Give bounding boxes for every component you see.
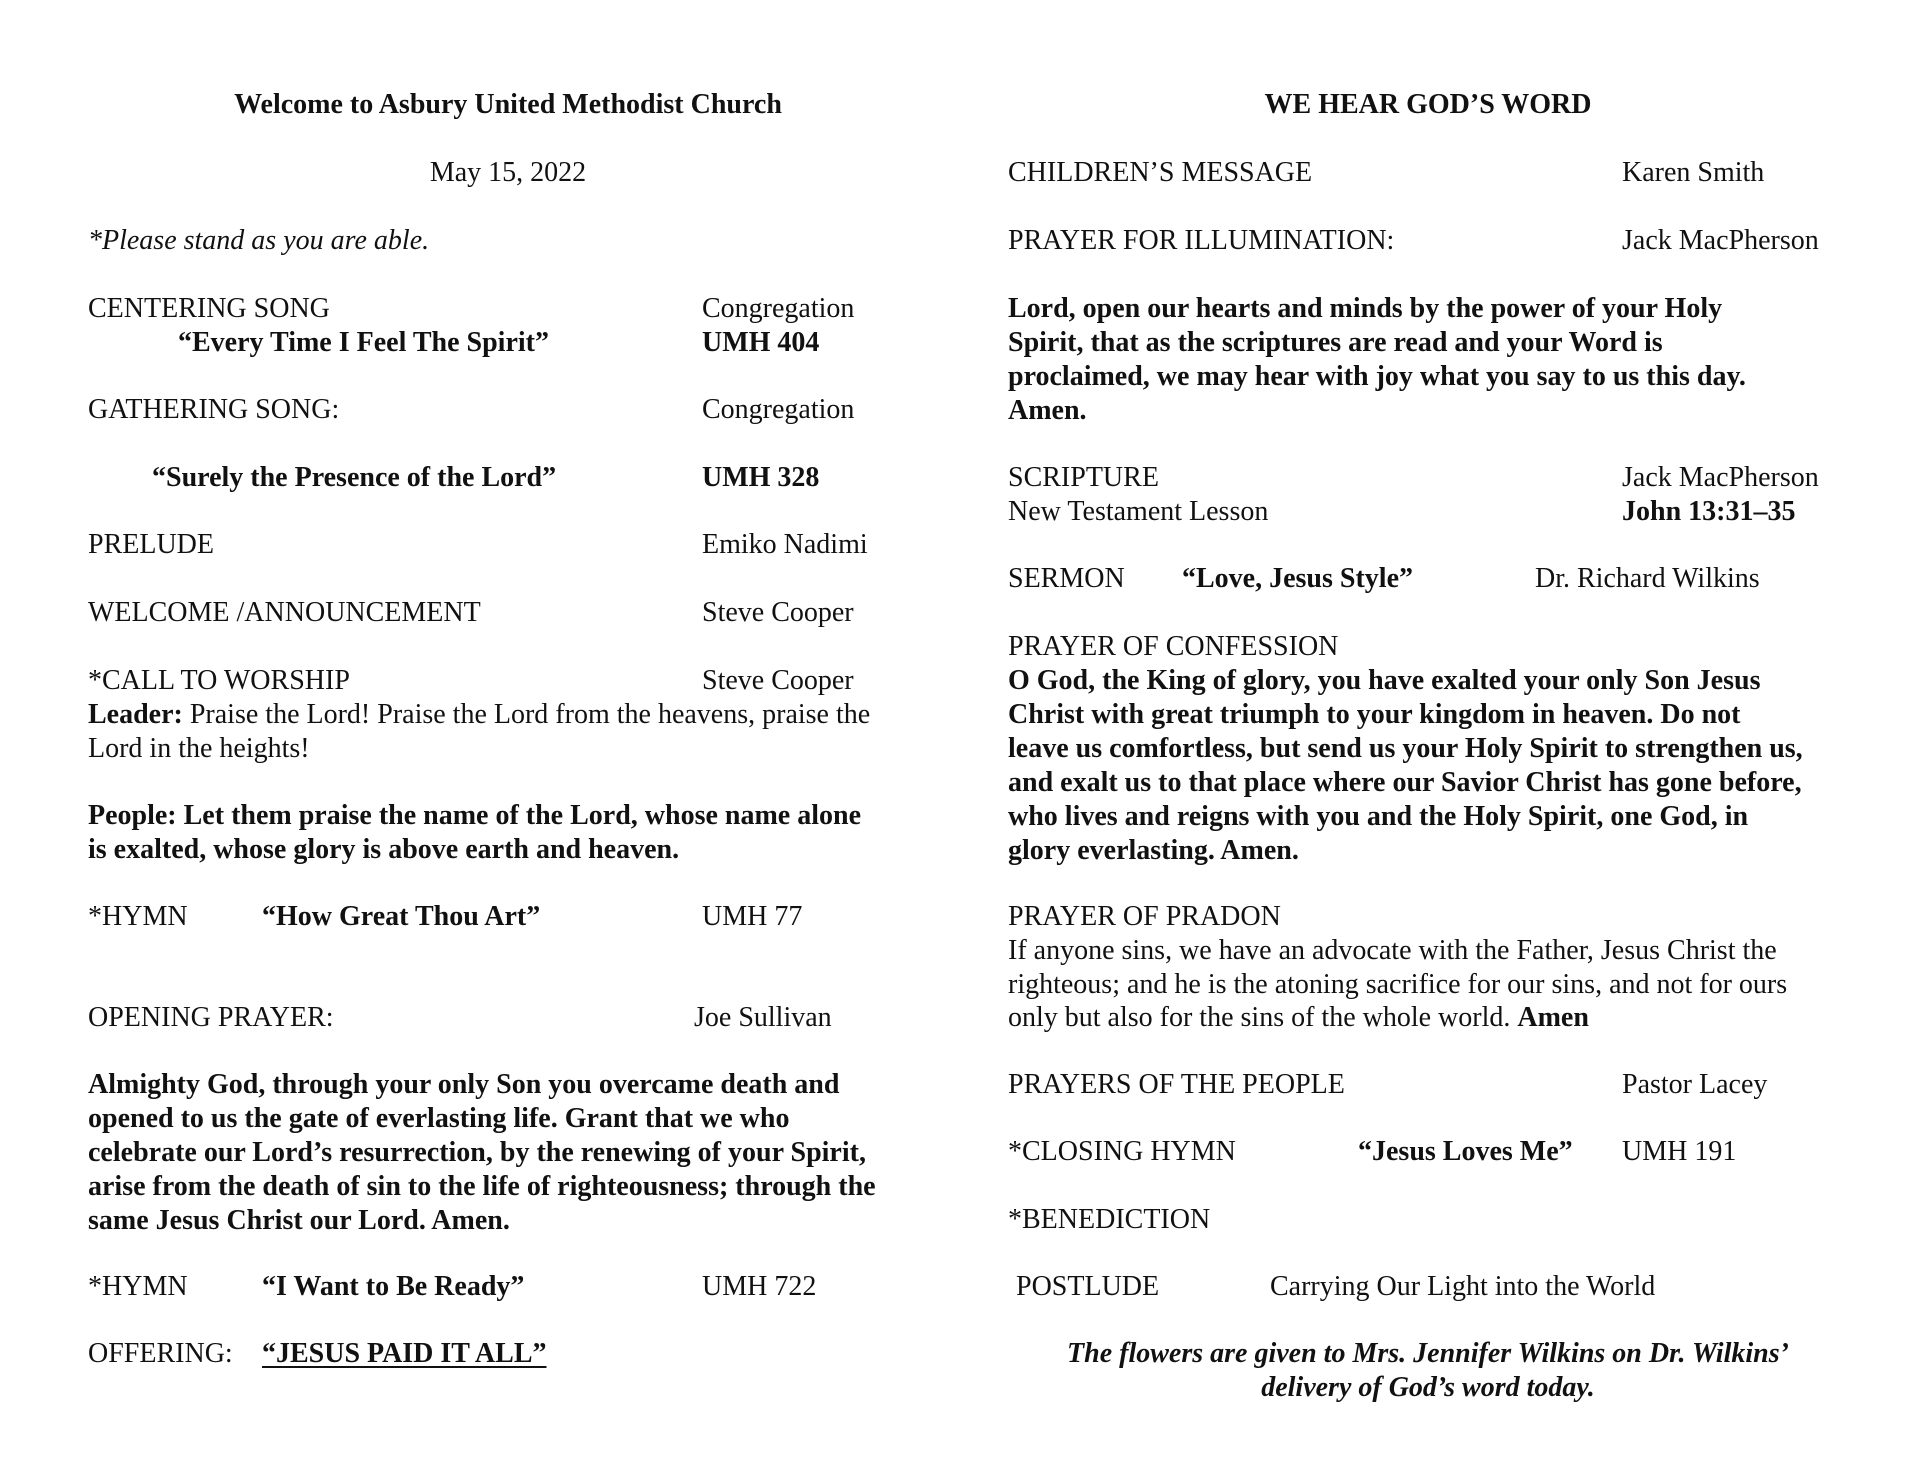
confession-text bbox=[1008, 664, 1803, 868]
confession-line: leave us comfortless, but send us your Holy Spirit to strengthen us, bbox=[1008, 733, 1803, 764]
scripture-lesson: New Testament Lesson bbox=[1008, 496, 1269, 527]
hymn1-number: UMH 77 bbox=[702, 901, 803, 932]
illumination-line: Spirit, that as the scriptures are read and your Word is bbox=[1008, 327, 1663, 358]
service-date: May 15, 2022 bbox=[429, 157, 587, 188]
illumination-who: Jack MacPherson bbox=[1622, 225, 1819, 256]
closing-hymn-label: *CLOSING HYMN bbox=[1008, 1136, 1236, 1167]
benediction-label: *BENEDICTION bbox=[1008, 1204, 1211, 1235]
people-line-1: People: Let them praise the name of the Lord, whose name alone bbox=[88, 800, 862, 831]
illumination-line: proclaimed, we may hear with joy what you say to us this day. bbox=[1008, 361, 1746, 392]
scripture-who: Jack MacPherson bbox=[1622, 462, 1819, 493]
leader-line-2: Lord in the heights! bbox=[88, 733, 310, 764]
sermon-label: SERMON bbox=[1008, 563, 1125, 594]
pardon-line-3-text: only but also for the sins of the whole world. bbox=[1008, 1002, 1518, 1033]
illumination-line: Lord, open our hearts and minds by the power of your Holy bbox=[1008, 293, 1723, 324]
opening-prayer-who: Joe Sullivan bbox=[694, 1002, 832, 1033]
left-header: Welcome to Asbury United Methodist Church bbox=[234, 89, 782, 120]
confession-line: Christ with great triumph to your kingdom in heaven. Do not bbox=[1008, 699, 1741, 730]
leader-label: Leader: bbox=[88, 699, 183, 730]
confession-line: and exalt us to that place where our Savior Christ has gone before, bbox=[1008, 767, 1802, 798]
gathering-song-label: GATHERING SONG: bbox=[88, 394, 340, 425]
postlude-label: POSTLUDE bbox=[1016, 1271, 1160, 1302]
pardon-label: PRAYER OF PRADON bbox=[1008, 901, 1281, 932]
centering-song-who: Congregation bbox=[702, 293, 855, 324]
hymn2-number: UMH 722 bbox=[702, 1271, 817, 1302]
call-to-worship-who: Steve Cooper bbox=[702, 665, 854, 696]
offering-label: OFFERING: bbox=[88, 1338, 233, 1369]
pardon-line-2: righteous; and he is the atoning sacrifice for our sins, and not for ours bbox=[1008, 969, 1788, 1000]
gathering-song-title: “Surely the Presence of the Lord” bbox=[152, 462, 557, 493]
right-header: WE HEAR GOD’S WORD bbox=[1264, 89, 1592, 120]
illumination-label: PRAYER FOR ILLUMINATION: bbox=[1008, 225, 1395, 256]
pardon-amen: Amen bbox=[1517, 1002, 1589, 1033]
pardon-line-3 bbox=[1008, 1001, 1589, 1035]
centering-song-hymn: UMH 404 bbox=[702, 327, 820, 358]
confession-line: O God, the King of glory, you have exalted your only Son Jesus bbox=[1008, 665, 1761, 696]
flowers-line-1: The flowers are given to Mrs. Jennifer Wilkins on Dr. Wilkins’ bbox=[1067, 1338, 1789, 1369]
opening-prayer-line: opened to us the gate of everlasting life. Grant that we who bbox=[88, 1103, 790, 1134]
opening-prayer-line: Almighty God, through your only Son you overcame death and bbox=[88, 1069, 840, 1100]
gathering-song-hymn: UMH 328 bbox=[702, 462, 820, 493]
opening-prayer-line: same Jesus Christ our Lord. Amen. bbox=[88, 1205, 510, 1236]
illumination-text bbox=[1008, 292, 1746, 428]
leader-line-1 bbox=[88, 698, 870, 732]
call-to-worship-label: *CALL TO WORSHIP bbox=[88, 665, 350, 696]
hymn1-label: *HYMN bbox=[88, 901, 188, 932]
offering-title: “JESUS PAID IT ALL” bbox=[262, 1338, 547, 1369]
opening-prayer-line: arise from the death of sin to the life of righteousness; through the bbox=[88, 1171, 876, 1202]
prayers-people-who: Pastor Lacey bbox=[1622, 1069, 1768, 1100]
postlude-title: Carrying Our Light into the World bbox=[1270, 1271, 1656, 1302]
childrens-message-who: Karen Smith bbox=[1622, 157, 1765, 188]
pardon-line-1: If anyone sins, we have an advocate with the Father, Jesus Christ the bbox=[1008, 935, 1777, 966]
leader-text: Praise the Lord! Praise the Lord from the heavens, praise the bbox=[182, 699, 871, 730]
flowers-line-2: delivery of God’s word today. bbox=[1261, 1372, 1595, 1403]
illumination-line: Amen. bbox=[1008, 395, 1087, 426]
confession-line: glory everlasting. Amen. bbox=[1008, 835, 1299, 866]
hymn1-title: “How Great Thou Art” bbox=[262, 901, 541, 932]
welcome-label: WELCOME /ANNOUNCEMENT bbox=[88, 597, 481, 628]
confession-line: who lives and reigns with you and the Holy Spirit, one God, in bbox=[1008, 801, 1749, 832]
closing-hymn-title: “Jesus Loves Me” bbox=[1358, 1136, 1573, 1167]
scripture-label: SCRIPTURE bbox=[1008, 462, 1159, 493]
prelude-who: Emiko Nadimi bbox=[702, 529, 868, 560]
stand-note: *Please stand as you are able. bbox=[88, 225, 430, 256]
hymn2-label: *HYMN bbox=[88, 1271, 188, 1302]
opening-prayer-line: celebrate our Lord’s resurrection, by the renewing of your Spirit, bbox=[88, 1137, 866, 1168]
gathering-song-who: Congregation bbox=[702, 394, 855, 425]
scripture-ref: John 13:31–35 bbox=[1622, 496, 1796, 527]
prayers-people-label: PRAYERS OF THE PEOPLE bbox=[1008, 1069, 1345, 1100]
people-line-2: is exalted, whose glory is above earth and heaven. bbox=[88, 834, 680, 865]
closing-hymn-number: UMH 191 bbox=[1622, 1136, 1737, 1167]
childrens-message-label: CHILDREN’S MESSAGE bbox=[1008, 157, 1313, 188]
opening-prayer-label: OPENING PRAYER: bbox=[88, 1002, 334, 1033]
welcome-who: Steve Cooper bbox=[702, 597, 854, 628]
confession-label: PRAYER OF CONFESSION bbox=[1008, 631, 1339, 662]
prelude-label: PRELUDE bbox=[88, 529, 214, 560]
opening-prayer-text bbox=[88, 1068, 876, 1238]
sermon-title: “Love, Jesus Style” bbox=[1182, 563, 1413, 594]
centering-song-label: CENTERING SONG bbox=[88, 293, 330, 324]
centering-song-title: “Every Time I Feel The Spirit” bbox=[178, 327, 549, 358]
sermon-who: Dr. Richard Wilkins bbox=[1535, 563, 1760, 594]
hymn2-title: “I Want to Be Ready” bbox=[262, 1271, 525, 1302]
